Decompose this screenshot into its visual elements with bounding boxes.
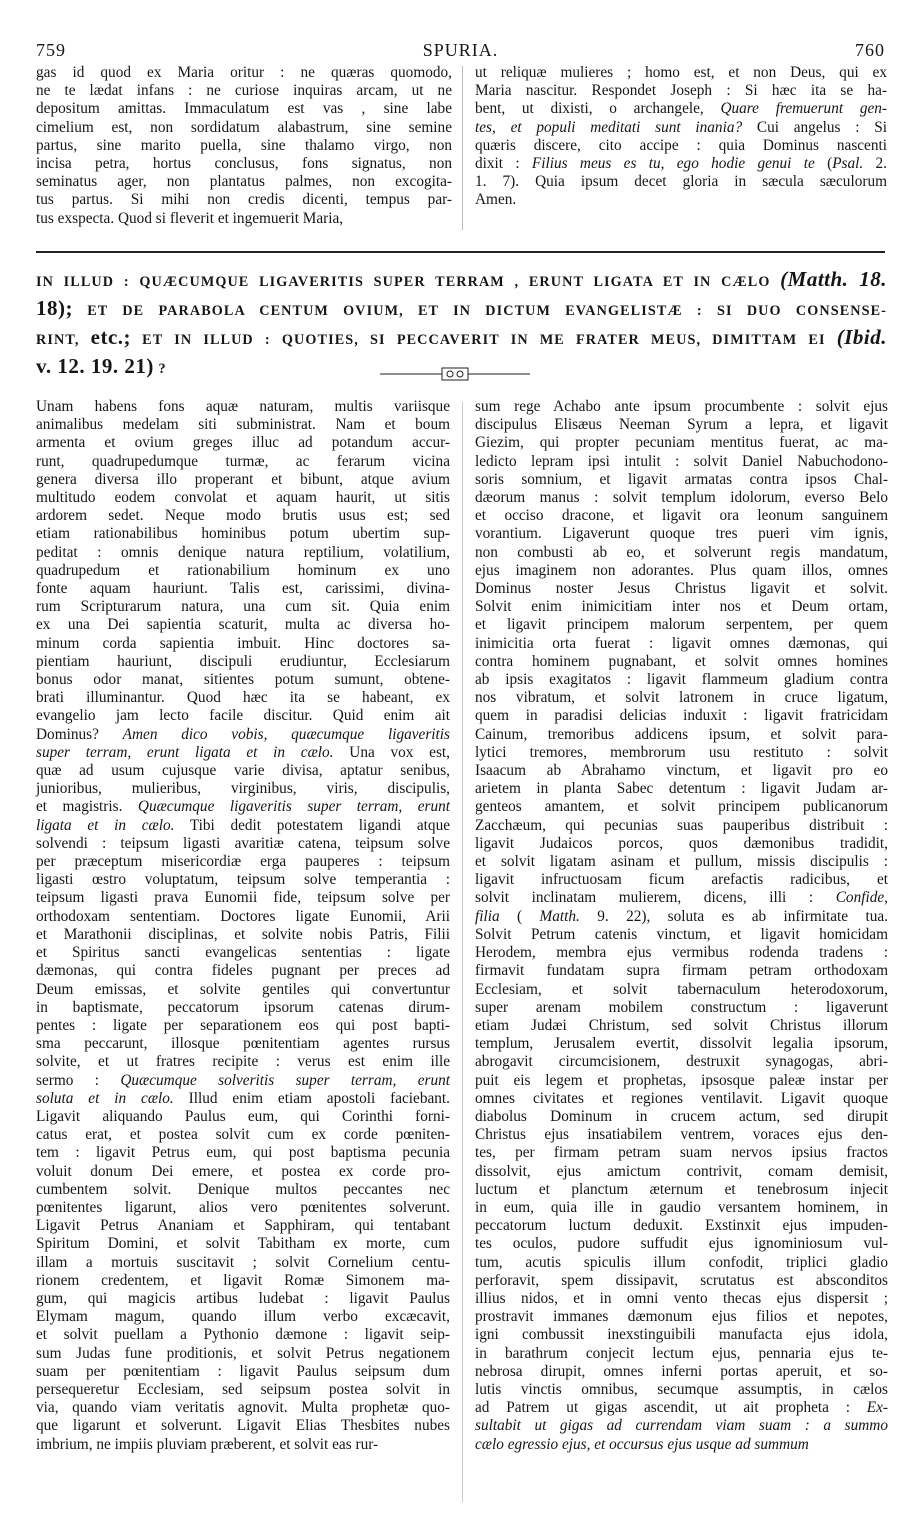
text-line: ledicto lepram ipsi intulit : solvit Daniel Nabuchodono- bbox=[475, 452, 888, 470]
text-line: 1. 7). Quia ipsum decet gloria in sæcula sæculorum bbox=[475, 173, 887, 191]
text-line: persequeretur Ecclesiam, sed seipsum postea solvit in bbox=[36, 1380, 450, 1398]
top-left-column bbox=[36, 64, 452, 228]
text-line: incisa petra, hortus conclusus, fons signatus, non bbox=[36, 155, 452, 173]
text-line: via, quando viam veritatis agnovit. Multa prophetæ quo- bbox=[36, 1399, 450, 1417]
text-line: Ligavit aliquando Paulus eum, qui Corinthi forni- bbox=[36, 1107, 450, 1125]
heading-line: v. 12. 19. 21) ? bbox=[36, 354, 167, 378]
text-line: dæmonas, qui contra fideles pugnant per preces ad bbox=[36, 962, 450, 980]
text-line: Solvit enim inimicitiam inter nos et Deum ortam, bbox=[475, 598, 888, 616]
text-line: imbrium, ne impiis pluviam præberent, et solvit eas rur- bbox=[36, 1435, 379, 1453]
text-line: soluta et in cælo. Illud enim etiam apostoli faciebant. bbox=[36, 1089, 450, 1107]
text-line: solvendi : teipsum ligasti avaritiæ catena, teipsum solve bbox=[36, 834, 450, 852]
text-line: Zacchæum, qui pecunias suas pauperibus distribuit : bbox=[475, 816, 888, 834]
text-line: cælo egressio ejus, et occursus ejus usque ad summum bbox=[475, 1435, 809, 1453]
text-line: peditat : omnis denique natura reptilium, volatilium, bbox=[36, 543, 450, 561]
text-line: cumbentem solvit. Denique multos peccantes nec bbox=[36, 1180, 450, 1198]
text-line: super terram, erunt ligata et in cælo. Una vox est, bbox=[36, 743, 450, 761]
text-line: inimicitia orta fuerat : ligavit omnes dæmonas, qui bbox=[475, 634, 888, 652]
text-line: Dominus? Amen dico vobis, quæcumque ligaveritis bbox=[36, 725, 450, 743]
section-heading bbox=[36, 266, 887, 382]
text-line: contra hominem pugnabant, et solvit omnes homines bbox=[475, 652, 888, 670]
text-line: solvit inclinatam mulierem, dicens, illi : Confide, bbox=[475, 889, 888, 907]
text-line: bonus odor manat, sitientes potum sumunt, obtene- bbox=[36, 671, 450, 689]
text-line: et occiso dracone, et ligavit ora leonum sanguinem bbox=[475, 507, 888, 525]
text-line: ejus imaginem non adorantes. Plus quam illos, omnes bbox=[475, 561, 888, 579]
text-line: etiam Judæi Christum, sed solvit Christus illorum bbox=[475, 1016, 888, 1034]
text-line: tes, per firmam petram suam nervos ipsius fractos bbox=[475, 1144, 888, 1162]
text-line: et magistris. Quæcumque ligaveritis super terram, erunt bbox=[36, 798, 450, 816]
text-line: Herodem, membra ejus vermibus rodenda tradens : bbox=[475, 944, 888, 962]
page-number-left: 759 bbox=[36, 40, 66, 60]
text-line: Ligavit Petrus Ananiam et Sapphiram, qui tentabant bbox=[36, 1217, 450, 1235]
text-line: Solvit Petrum catenis vinctum, et ligavit homicidam bbox=[475, 925, 888, 943]
text-line: minum corda sapientia imbuit. Hinc doctores sa- bbox=[36, 634, 450, 652]
text-line: junioribus, mulieribus, virginibus, viris, discipulis, bbox=[36, 780, 450, 798]
text-line: ligavit infructuosam ficum arefactis radicibus, et bbox=[475, 871, 888, 889]
text-line: teipsum ligasti prava Eunomii fide, teipsum solve per bbox=[36, 889, 450, 907]
text-line: in eum, quia ille in gaudio versantem hominem, in bbox=[475, 1198, 888, 1216]
text-line: Christus ejus insatiabilem ventrem, voraces ejus den- bbox=[475, 1126, 888, 1144]
text-line: luctum et planctum æternum et tenebrosum injecit bbox=[475, 1180, 888, 1198]
column-divider-top bbox=[462, 66, 463, 230]
text-line: sermo : Quæcumque solveritis super terram, erunt bbox=[36, 1071, 450, 1089]
text-line: peccatorum luctum deduxit. Exstinxit ejus impuden- bbox=[475, 1217, 888, 1235]
text-line: igni combussit inexstinguibili manufacta ejus idola, bbox=[475, 1326, 888, 1344]
text-line: tum, acutis spiculis illum confodit, triplici gladio bbox=[475, 1253, 888, 1271]
text-line: Unam habens fons aquæ naturam, multis variisque bbox=[36, 398, 450, 415]
text-line: sma peccarunt, illosque pœnitentiam agentes rursus bbox=[36, 1035, 450, 1053]
page-header bbox=[36, 40, 885, 62]
text-line: non combusti ab eo, et solverunt regis mandatum, bbox=[475, 543, 888, 561]
text-line: prostravit immanes dæmonum ejus filios et nepotes, bbox=[475, 1308, 888, 1326]
page-number-right: 760 bbox=[855, 40, 885, 60]
text-line: etiam rationabilibus hominibus potum ubertim sup- bbox=[36, 525, 450, 543]
text-line: tem : ligavit Petrus eum, qui post baptisma pecunia bbox=[36, 1144, 450, 1162]
main-right-column bbox=[475, 398, 888, 1454]
text-line: puit eis legem et prophetas, ipsosque paleæ instar per bbox=[475, 1071, 888, 1089]
text-line: ligasti œstro voluptatum, teipsum solve temperantia : bbox=[36, 871, 450, 889]
text-line: nebrosa dirupit, omnes inferni portas aperuit, et so- bbox=[475, 1362, 888, 1380]
text-line: evangelio jam lecto facile discitur. Quid enim ait bbox=[36, 707, 450, 725]
text-line: arietem in planta Sabec detentum : ligavit Judam ar- bbox=[475, 780, 888, 798]
text-line: diabolus Dominum in crucem actum, sed dirupit bbox=[475, 1107, 888, 1125]
text-line: dæorum manus : solvit templum idolorum, everso Belo bbox=[475, 489, 888, 507]
text-line: Giezim, qui propter pecuniam mentitus fuerat, ac ma- bbox=[475, 434, 888, 452]
text-line: filia ( Matth. 9. 22), soluta es ab infirmitate tua. bbox=[475, 907, 888, 925]
text-line: tus partus. Si mihi non credis dicenti, tempus par- bbox=[36, 191, 452, 209]
text-line: genera diversa illo properant et bibunt, atque avium bbox=[36, 470, 450, 488]
text-line: quæ ad usum cujusque varie divisa, aptatur senibus, bbox=[36, 762, 450, 780]
section-rule bbox=[36, 251, 885, 253]
text-line: Amen. bbox=[475, 191, 517, 209]
text-line: in barathrum conjecit lectum ejus, pennaria ejus te- bbox=[475, 1344, 888, 1362]
heading-line: RINT, etc.; ET IN ILLUD : QUOTIES, SI PECCAVERIT IN ME FRATER MEUS, DIMITTAM EI (Ibid. bbox=[36, 325, 887, 349]
text-line: Elymam magum, quando illum verbo excæcavit, bbox=[36, 1308, 450, 1326]
text-line: Dominus noster Jesus Christus ligavit et solvit. bbox=[475, 580, 888, 598]
text-line: ut reliquæ mulieres ; homo est, et non Deus, qui ex bbox=[475, 64, 887, 81]
text-line: et Spiritus sancti evangelicas sententias : ligate bbox=[36, 944, 450, 962]
text-line: rum Scripturarum natura, una cum sit. Quia enim bbox=[36, 598, 450, 616]
running-title: SPURIA. bbox=[422, 40, 499, 60]
text-line: solvite, et ut fratres recipite : verus est enim ille bbox=[36, 1053, 450, 1071]
text-line: et ligavit principem malorum serpentem, per quem bbox=[475, 616, 888, 634]
text-line: Deum emissas, et solvite gentiles qui convertuntur bbox=[36, 980, 450, 998]
text-line: rionem credentem, et ligavit Romæ Simonem ma- bbox=[36, 1271, 450, 1289]
text-line: omnes civitates et regiones ventilavit. Ligavit quoque bbox=[475, 1089, 888, 1107]
text-line: tes oculos, pudore suffudit ejus ignominiosum vul- bbox=[475, 1235, 888, 1253]
text-line: que ligarunt et solverunt. Ligavit Elias Thesbites nubes bbox=[36, 1417, 450, 1435]
text-line: tes, et populi meditati sunt inania? Cui angelus : Si bbox=[475, 118, 887, 136]
text-line: pœnitentes ligarunt, alios vero pœnitentes solverunt. bbox=[36, 1198, 450, 1216]
text-line: sultabit ut gigas ad currendam viam suam : a summo bbox=[475, 1417, 888, 1435]
text-line: Isaacum ab Abrahamo vinctum, et ligavit pro eo bbox=[475, 762, 888, 780]
text-line: gas id quod ex Maria oritur : ne quæras quomodo, bbox=[36, 64, 452, 81]
text-line: vorantium. Ligaverunt quoque tres pueri vim ignis, bbox=[475, 525, 888, 543]
text-line: Spiritum Domini, et solvit Tabitham ex morte, cum bbox=[36, 1235, 450, 1253]
text-line: per præceptum misericordiæ erga pauperes : teipsum bbox=[36, 853, 450, 871]
text-line: armenta et ovium greges illuc ad potandum accur- bbox=[36, 434, 450, 452]
text-line: genteos amantem, et solvit principem publicanorum bbox=[475, 798, 888, 816]
text-line: orthodoxam sententiam. Doctores ligate Eunomii, Arii bbox=[36, 907, 450, 925]
text-line: seminatus ager, non plantatus palmes, non excogita- bbox=[36, 173, 452, 191]
heading-line: IN ILLUD : QUÆCUMQUE LIGAVERITIS SUPER TERRAM , ERUNT LIGATA ET IN CÆLO (Matth. 18. bbox=[36, 267, 887, 291]
text-line: super arenam mobilem constructum : ligaverunt bbox=[475, 998, 888, 1016]
text-line: quæris discere, cito accipe : quia Dominus nascenti bbox=[475, 136, 887, 154]
text-line: dixit : Filius meus es tu, ego hodie genui te (Psal. 2. bbox=[475, 155, 887, 173]
text-line: lutis vinctis omnibus, secumque assumptis, in cælos bbox=[475, 1380, 888, 1398]
text-line: firmavit fundatam supra firmam petram orthodoxam bbox=[475, 962, 888, 980]
text-line: ne te lædat infans : ne curiose inquiras arcam, ut ne bbox=[36, 82, 452, 100]
text-line: et Marathonii disciplinas, et solvite nobis Patris, Filii bbox=[36, 925, 450, 943]
text-line: ex una Dei sapientia scaturit, multa ac diversa ho- bbox=[36, 616, 450, 634]
text-line: et solvit puellam a Pythonio dæmone : ligavit seip- bbox=[36, 1326, 450, 1344]
text-line: ligavit Judaicos porcos, quos dæmonibus tradidit, bbox=[475, 834, 888, 852]
text-line: in baptismate, peccatorum ipsorum catenas dirum- bbox=[36, 998, 450, 1016]
heading-line: 18); ET DE PARABOLA CENTUM OVIUM, ET IN DICTUM EVANGELISTÆ : SI DUO CONSENSE- bbox=[36, 296, 887, 320]
text-line: bent, ut dixisti, o archangele, Quare fremuerunt gen- bbox=[475, 100, 887, 118]
text-line: tus exspecta. Quod si fleverit et ingemuerit Maria, bbox=[36, 209, 344, 227]
text-line: Maria nascitur. Respondet Joseph : Si hæc ita se ha- bbox=[475, 82, 887, 100]
text-line: et solvit ligatam asinam et pullum, missis discipulis : bbox=[475, 853, 888, 871]
text-line: illius nidos, et in omni vento thecas ejus dispersit ; bbox=[475, 1289, 888, 1307]
text-line: lytici tremores, membrorum usu restituto : solvit bbox=[475, 743, 888, 761]
text-line: illam a mortuis suscitavit ; solvit Cornelium centu- bbox=[36, 1253, 450, 1271]
text-line: dissolvit, ejus amictum contrivit, comam demisit, bbox=[475, 1162, 888, 1180]
text-line: Ecclesiam, et solvit tabernaculum heterodoxorum, bbox=[475, 980, 888, 998]
text-line: runt, quadrupedumque turmæ, ac ferarum vicina bbox=[36, 452, 450, 470]
text-line: depositum amittas. Immaculatum est vas , sine labe bbox=[36, 100, 452, 118]
main-left-column bbox=[36, 398, 450, 1454]
text-line: sum rege Achabo ante ipsum procumbente : solvit ejus bbox=[475, 398, 888, 415]
text-line: templum, Jerusalem evertit, dissolvit legalia ipsorum, bbox=[475, 1035, 888, 1053]
text-line: multitudo eodem convolat et aquam haurit, ut sitis bbox=[36, 489, 450, 507]
top-right-column bbox=[475, 64, 887, 210]
text-line: pentes : ligate per separationem eos qui post bapti- bbox=[36, 1016, 450, 1034]
text-line: cimelium est, non sordidatum alabastrum, sine semine bbox=[36, 118, 452, 136]
text-line: perforavit, spem dissipavit, scrutatus est absconditos bbox=[475, 1271, 888, 1289]
text-line: partus, sine marito puella, sine thalamo virgo, non bbox=[36, 136, 452, 154]
text-line: abrogavit circumcisionem, destruxit synagogas, abri- bbox=[475, 1053, 888, 1071]
text-line: brati illuminantur. Quod hæc ita se habeant, ex bbox=[36, 689, 450, 707]
text-line: fonte aquam hauriunt. Talis est, carissimi, divina- bbox=[36, 580, 450, 598]
text-line: sum Judas fune proditionis, et solvit Petrus negationem bbox=[36, 1344, 450, 1362]
text-line: voluit donum Dei emere, et postea ex corde pro- bbox=[36, 1162, 450, 1180]
ornament-divider bbox=[380, 366, 530, 382]
text-line: animalibus medelam siti subministrat. Nam et boum bbox=[36, 416, 450, 434]
text-line: discipulus Elisæus Neeman Syrum a lepra, et ligavit bbox=[475, 416, 888, 434]
column-divider-main bbox=[462, 402, 463, 1502]
text-line: ardorem sedet. Neque modo brutis usus est; sed bbox=[36, 507, 450, 525]
text-line: Cainum, tremoribus addicens ipsum, et solvit para- bbox=[475, 725, 888, 743]
text-line: quem in paradisi delicias induxit : ligavit fratricidam bbox=[475, 707, 888, 725]
text-line: suam per pœnitentiam : ligavit Paulus seipsum dum bbox=[36, 1362, 450, 1380]
text-line: ad Patrem ut gigas ascendit, ut ait propheta : Ex- bbox=[475, 1399, 888, 1417]
text-line: ligata et in cælo. Tibi dedit potestatem ligandi atque bbox=[36, 816, 451, 834]
text-line: pientiam hauriunt, discipuli erudiuntur, Ecclesiarum bbox=[36, 652, 450, 670]
text-line: soris somnium, et ligavit armatas contra ipsos Chal- bbox=[475, 470, 888, 488]
text-line: catus erat, et postea solvit cum ex corde pœniten- bbox=[36, 1126, 450, 1144]
text-line: nos vibratum, et solvit latronem in cruce ligatum, bbox=[475, 689, 888, 707]
text-line: gum, qui magicis artibus ludebat : ligavit Paulus bbox=[36, 1289, 450, 1307]
text-line: quadrupedum et rationabilium hominum ex uno bbox=[36, 561, 450, 579]
text-line: ab ipsis exagitatos : ligavit flammeum gladium contra bbox=[475, 671, 888, 689]
